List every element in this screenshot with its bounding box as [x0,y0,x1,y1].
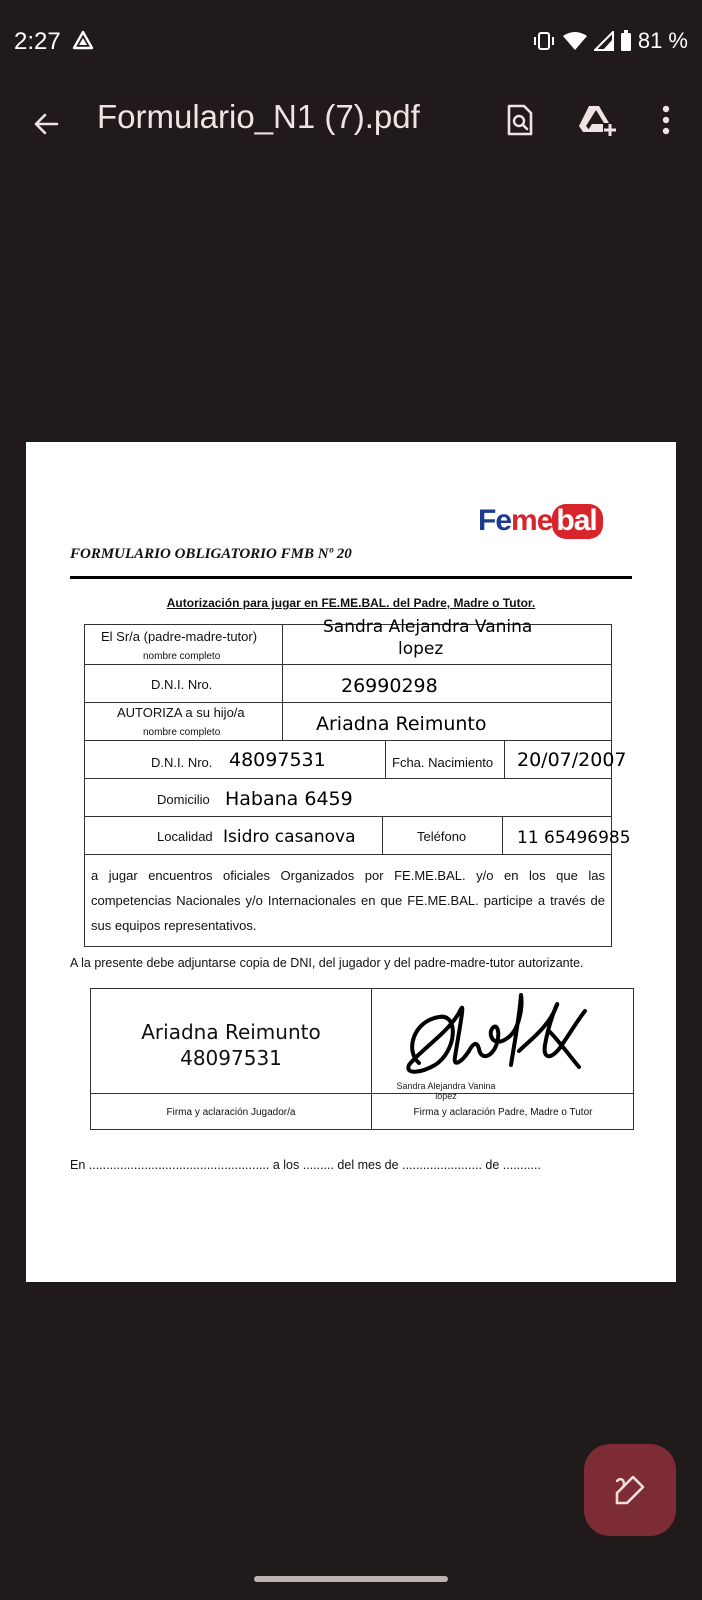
authorization-statement: a jugar encuentros oficiales Organizados por FE.ME.BAL. y/o en los que las competencias Nacionales y/o Internacionales en que FE.ME.BAL. participe a través de sus equipos representativos. [91,868,605,933]
birth-date-label: Fcha. Nacimiento [392,755,494,770]
child-row [85,703,611,741]
authorization-heading: Autorización para jugar en FE.ME.BAL. del Padre, Madre o Tutor. [166,596,536,610]
guardian-dni-value: 26990298 [341,675,438,697]
vibrate-icon [532,31,556,51]
annotate-button[interactable] [584,1444,676,1536]
statement-row [85,855,611,946]
more-vert-icon [660,104,672,136]
authorizes-label: AUTORIZA a su hijo/a [117,705,245,720]
birth-date-value: 20/07/2007 [517,749,627,771]
navigation-app-icon [72,30,94,57]
locality-row [85,817,631,855]
title-divider [70,576,632,579]
battery-icon [620,30,632,52]
guardian-label: El Sr/a (padre-madre-tutor) [101,629,258,644]
child-dni-row [85,741,627,779]
attachment-note: A la presente debe adjuntarse copia de DNI, del jugador y del padre-madre-tutor autorizante. [70,956,584,970]
guardian-signature-name: Sandra Alejandra Vanina lopez [396,1081,496,1101]
signature-table [90,988,634,1130]
guardian-dni-row [85,665,611,703]
address-value: Habana 6459 [225,788,353,810]
drive-add-icon [579,104,617,136]
child-name-value: Ariadna Reimunto [316,713,487,735]
status-time: 2:27 [14,28,61,55]
guardian-signature-image [399,991,589,1087]
address-label: Domicilio [157,792,210,807]
gesture-navigation-handle[interactable] [254,1576,448,1582]
locality-value: Isidro casanova [223,827,356,847]
guardian-row [85,617,611,665]
guardian-signature-caption: Firma y aclaración Padre, Madre o Tutor [413,1107,593,1118]
form-title: FORMULARIO OBLIGATORIO FMB Nº 20 [70,546,352,562]
child-dni-value: 48097531 [229,749,326,771]
authorization-form-table [84,617,631,947]
status-icons [532,28,688,54]
date-place-line: En .................................................... a los ......... del mes de ....................... de ........... [70,1158,541,1172]
locality-label: Localidad [157,829,213,844]
pen-draw-icon [613,1473,647,1507]
phone-label: Teléfono [417,829,467,844]
document-search-icon [506,104,534,136]
guardian-dni-label: D.N.I. Nro. [151,677,213,692]
guardian-sublabel: nombre completo [143,651,221,662]
player-dni: 48097531 [180,1046,282,1070]
pdf-page [26,442,676,1282]
find-in-document-button[interactable] [500,100,540,140]
femebal-logo: Feme bal [478,504,603,538]
status-bar [0,0,702,88]
player-signature-block [91,1019,371,1071]
add-to-drive-button[interactable] [578,100,618,140]
signal-icon [594,31,614,51]
player-signature-caption: Firma y aclaración Jugador/a [166,1107,296,1118]
app-bar [0,88,702,152]
back-button[interactable] [26,104,66,144]
document-title: Formulario_N1 (7).pdf [97,98,420,135]
battery-percent: 81 % [637,28,688,53]
player-name: Ariadna Reimunto [141,1020,321,1044]
child-dni-label: D.N.I. Nro. [151,755,213,770]
address-row [85,779,611,817]
arrow-back-icon [32,110,60,138]
more-options-button[interactable] [646,100,686,140]
guardian-name-value-1: Sandra Alejandra Vanina [323,617,533,637]
authorizes-sublabel: nombre completo [143,727,221,738]
phone-value: 11 65496985 [517,828,631,848]
guardian-name-value-2: lopez [398,639,444,659]
wifi-icon [562,31,588,51]
